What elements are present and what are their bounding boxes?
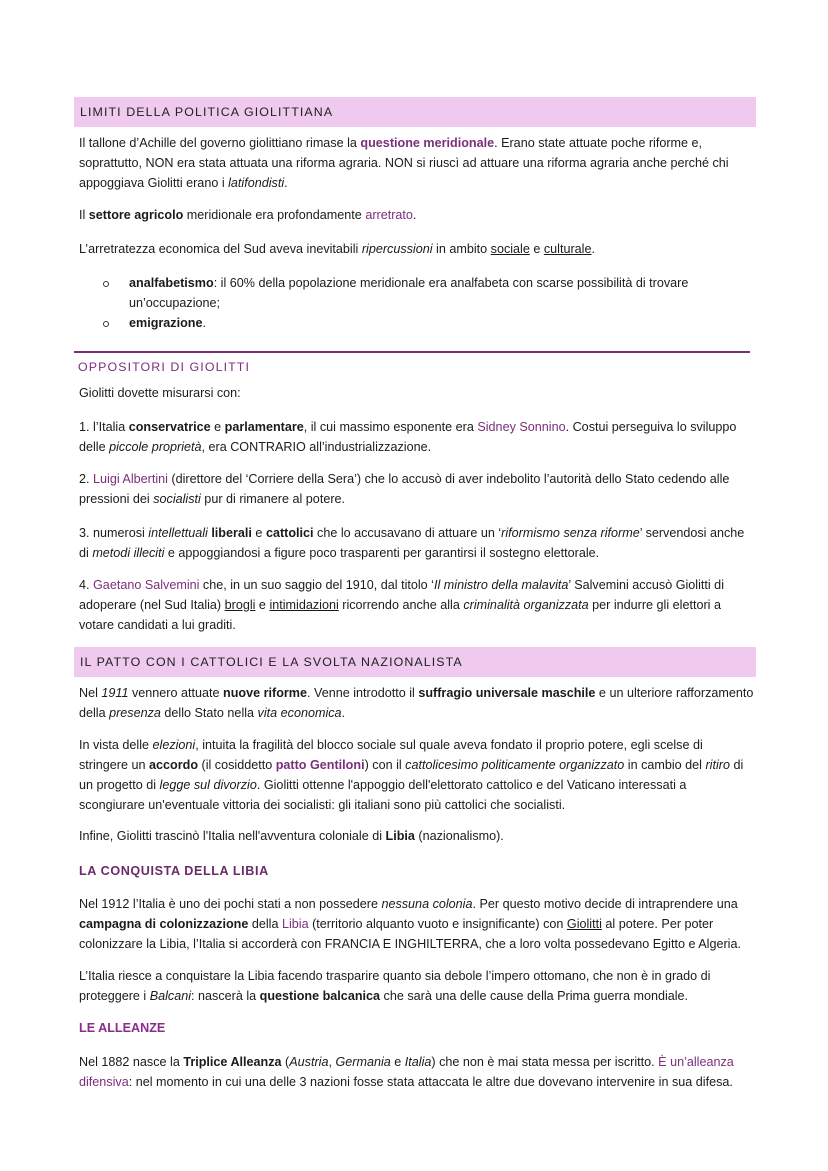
paragraph-patto-2: In vista delle elezioni, intuita la fragilità del blocco sociale sul quale aveva fondato il proprio potere, egli scelse di stringere un accordo (il cosiddetto patto Gentiloni) con il cattolicesimo politicamente organizzato in cambio del ritiro di un progetto di legge sul divorzio. Giolitti ottenne l'appoggio dell'elettorato cattolico e del Vaticano interessati a scongiurare un'eventuale vittoria dei socialisti: gli italiani sono più cattolici che socialisti. — [79, 738, 744, 812]
paragraph-limiti-1: Il tallone d’Achille del governo giolittiano rimase la questione meridionale. Erano state attuate poche riforme e, soprattutto, NON era stata attuata una riforma agraria. NON si riuscì ad attuare una riforma agraria anche perché chi appoggiava Giolitti erano i latifondisti. — [79, 136, 729, 190]
paragraph-oppositori-3: 3. numerosi intellettuali liberali e cattolici che lo accusavano di attuare un ‘riformismo senza riforme’ servendosi anche di metodi illeciti e appoggiandosi a figure poco trasparenti per garantirsi il sostegno elettorale. — [79, 526, 745, 560]
paragraph-oppositori-1: 1. l’Italia conservatrice e parlamentare, il cui massimo esponente era Sidney Sonnino. Costui perseguiva lo sviluppo delle piccole proprietà, era CONTRARIO all’industrializzazione. — [79, 420, 737, 454]
paragraph-alleanze-1: Nel 1882 nasce la Triplice Alleanza (Austria, Germania e Italia) che non è mai stata messa per iscritto. È un’alleanza difensiva: nel momento in cui una delle 3 nazioni fosse stata attaccata le altre due dovevano intervenire in sua difesa. — [79, 1055, 734, 1089]
paragraph-limiti-3: L’arretratezza economica del Sud aveva inevitabili ripercussioni in ambito sociale e culturale. — [79, 242, 595, 256]
bullet-list — [100, 273, 720, 333]
section-heading-libia: LA CONQUISTA DELLA LIBIA — [79, 864, 269, 878]
paragraph-limiti-2: Il settore agricolo meridionale era profondamente arretrato. — [79, 208, 417, 222]
section-heading-limiti: LIMITI DELLA POLITICA GIOLITTIANA — [74, 97, 756, 127]
section-heading-patto: IL PATTO CON I CATTOLICI E LA SVOLTA NAZIONALISTA — [74, 647, 756, 677]
bullet-icon — [103, 281, 109, 287]
paragraph-libia-2: L’Italia riesce a conquistare la Libia facendo trasparire quanto sia debole l’impero ottomano, che non è in grado di proteggere i Balcani: nascerà la questione balcanica che sarà una delle cause della Prima guerra mondiale. — [79, 969, 711, 1003]
section-heading-oppositori: OPPOSITORI DI GIOLITTI — [74, 351, 750, 373]
paragraph-patto-3: Infine, Giolitti trascinò l'Italia nell'avventura coloniale di Libia (nazionalismo). — [79, 829, 504, 843]
list-item: analfabetismo: il 60% della popolazione meridionale era analfabeta con scarse possibilità di trovare un’occupazione; — [100, 273, 720, 313]
bullet-icon — [103, 321, 109, 327]
section-heading-alleanze: LE ALLEANZE — [79, 1021, 166, 1035]
paragraph-libia-1: Nel 1912 l’Italia è uno dei pochi stati a non possedere nessuna colonia. Per questo motivo decide di intraprendere una campagna di colonizzazione della Libia (territorio alquanto vuoto e insignificante) con Giolitti al potere. Per poter colonizzare la Libia, l’Italia si accorderà con FRANCIA E INGHILTERRA, che a loro volta possedevano Egitto e Algeria. — [79, 897, 741, 951]
paragraph-oppositori-4: 4. Gaetano Salvemini che, in un suo saggio del 1910, dal titolo ‘Il ministro della malavita’ Salvemini accusò Giolitti di adoperare (nel Sud Italia) brogli e intimidazioni ricorrendo anche alla criminalità organizzata per indurre gli elettori a votare candidati a lui graditi. — [79, 578, 724, 632]
paragraph-oppositori-2: 2. Luigi Albertini (direttore del ‘Corriere della Sera’) che lo accusò di aver indebolito l’autorità dello Stato cedendo alle pressioni dei socialisti pur di rimanere al potere. — [79, 472, 730, 506]
list-item: emigrazione. — [100, 313, 720, 333]
paragraph-oppositori-intro: Giolitti dovette misurarsi con: — [79, 386, 241, 400]
paragraph-patto-1: Nel 1911 vennero attuate nuove riforme. Venne introdotto il suffragio universale maschile e un ulteriore rafforzamento della presenza dello Stato nella vita economica. — [79, 686, 754, 720]
